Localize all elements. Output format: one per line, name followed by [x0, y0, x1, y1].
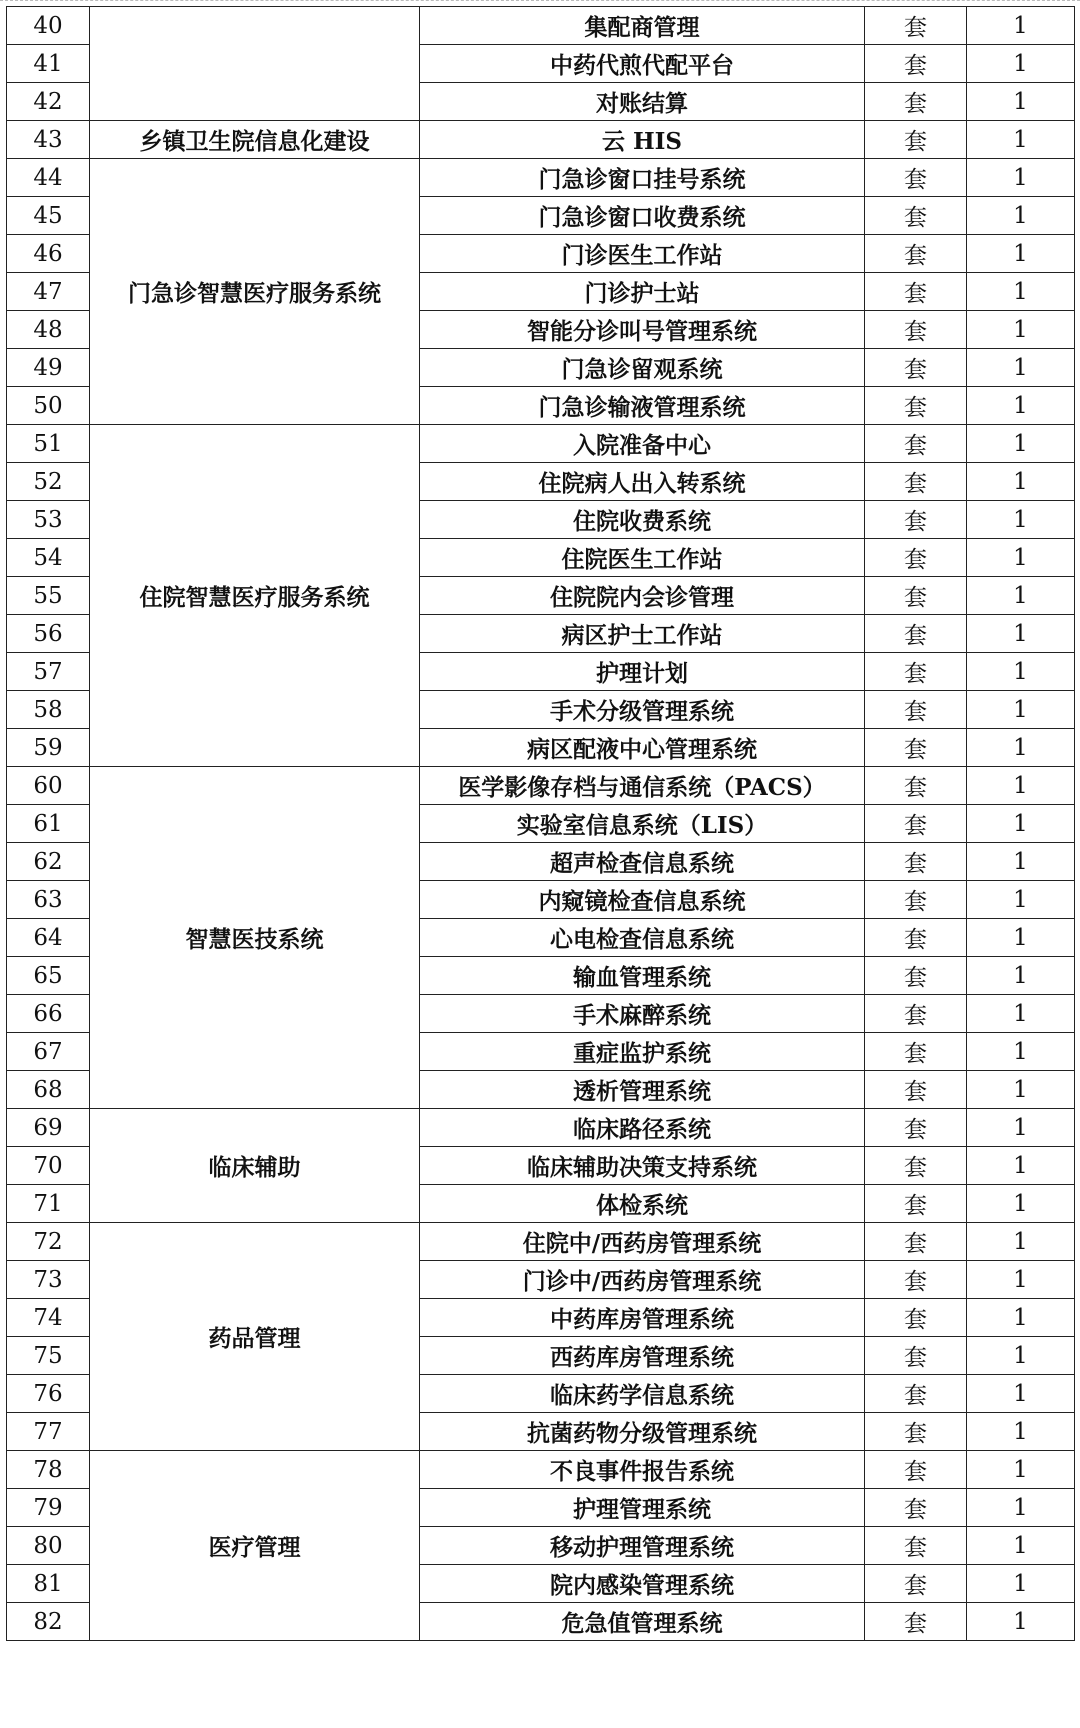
row-number: 79 — [7, 1489, 90, 1527]
table-row — [7, 425, 1075, 463]
quantity-cell: 1 — [967, 805, 1075, 843]
row-number: 41 — [7, 45, 90, 83]
unit-cell: 套 — [865, 615, 967, 653]
item-name-cell: 病区护士工作站 — [420, 615, 865, 653]
unit-cell: 套 — [865, 197, 967, 235]
quantity-cell: 1 — [967, 615, 1075, 653]
quantity-cell: 1 — [967, 159, 1075, 197]
quantity-cell: 1 — [967, 729, 1075, 767]
quantity-cell: 1 — [967, 1071, 1075, 1109]
quantity-cell: 1 — [967, 1527, 1075, 1565]
row-number: 52 — [7, 463, 90, 501]
item-name-cell: 心电检查信息系统 — [420, 919, 865, 957]
item-name-cell: 住院病人出入转系统 — [420, 463, 865, 501]
quantity-cell: 1 — [967, 197, 1075, 235]
quantity-cell: 1 — [967, 1223, 1075, 1261]
row-number: 78 — [7, 1451, 90, 1489]
item-name-cell: 手术麻醉系统 — [420, 995, 865, 1033]
item-name-cell: 危急值管理系统 — [420, 1603, 865, 1641]
unit-cell: 套 — [865, 1527, 967, 1565]
unit-cell: 套 — [865, 1185, 967, 1223]
group-cell-continued — [90, 7, 420, 121]
item-name-cell: 集配商管理 — [420, 7, 865, 45]
unit-cell: 套 — [865, 311, 967, 349]
group-name-cell: 智慧医技系统 — [90, 767, 420, 1109]
unit-cell: 套 — [865, 121, 967, 159]
item-name-cell: 住院医生工作站 — [420, 539, 865, 577]
row-number: 76 — [7, 1375, 90, 1413]
row-number: 40 — [7, 7, 90, 45]
unit-cell: 套 — [865, 919, 967, 957]
item-name-cell: 护理管理系统 — [420, 1489, 865, 1527]
system-list-table — [6, 6, 1075, 1641]
quantity-cell: 1 — [967, 1109, 1075, 1147]
quantity-cell: 1 — [967, 121, 1075, 159]
item-name-cell: 医学影像存档与通信系统（PACS） — [420, 767, 865, 805]
group-name-cell: 乡镇卫生院信息化建设 — [90, 121, 420, 159]
row-number: 82 — [7, 1603, 90, 1641]
row-number: 74 — [7, 1299, 90, 1337]
item-name-cell: 抗菌药物分级管理系统 — [420, 1413, 865, 1451]
row-number: 61 — [7, 805, 90, 843]
item-name-cell: 手术分级管理系统 — [420, 691, 865, 729]
item-name-cell: 院内感染管理系统 — [420, 1565, 865, 1603]
unit-cell: 套 — [865, 1489, 967, 1527]
table-body — [7, 7, 1075, 1641]
unit-cell: 套 — [865, 1261, 967, 1299]
quantity-cell: 1 — [967, 919, 1075, 957]
row-number: 54 — [7, 539, 90, 577]
quantity-cell: 1 — [967, 1185, 1075, 1223]
unit-cell: 套 — [865, 7, 967, 45]
row-number: 77 — [7, 1413, 90, 1451]
row-number: 48 — [7, 311, 90, 349]
unit-cell: 套 — [865, 767, 967, 805]
item-name-cell: 内窥镜检查信息系统 — [420, 881, 865, 919]
unit-cell: 套 — [865, 235, 967, 273]
unit-cell: 套 — [865, 1223, 967, 1261]
row-number: 45 — [7, 197, 90, 235]
item-name-cell: 中药库房管理系统 — [420, 1299, 865, 1337]
item-name-cell: 智能分诊叫号管理系统 — [420, 311, 865, 349]
row-number: 72 — [7, 1223, 90, 1261]
quantity-cell: 1 — [967, 881, 1075, 919]
item-name-cell: 住院中/西药房管理系统 — [420, 1223, 865, 1261]
item-name-cell: 重症监护系统 — [420, 1033, 865, 1071]
quantity-cell: 1 — [967, 1565, 1075, 1603]
quantity-cell: 1 — [967, 1603, 1075, 1641]
unit-cell: 套 — [865, 1299, 967, 1337]
row-number: 47 — [7, 273, 90, 311]
quantity-cell: 1 — [967, 83, 1075, 121]
item-name-cell: 入院准备中心 — [420, 425, 865, 463]
quantity-cell: 1 — [967, 235, 1075, 273]
row-number: 43 — [7, 121, 90, 159]
procurement-list-sheet — [6, 6, 1074, 1641]
row-number: 57 — [7, 653, 90, 691]
item-name-cell: 门诊中/西药房管理系统 — [420, 1261, 865, 1299]
row-number: 68 — [7, 1071, 90, 1109]
unit-cell: 套 — [865, 1033, 967, 1071]
group-name-cell: 医疗管理 — [90, 1451, 420, 1641]
quantity-cell: 1 — [967, 1413, 1075, 1451]
unit-cell: 套 — [865, 1565, 967, 1603]
unit-cell: 套 — [865, 159, 967, 197]
row-number: 67 — [7, 1033, 90, 1071]
unit-cell: 套 — [865, 843, 967, 881]
row-number: 70 — [7, 1147, 90, 1185]
row-number: 69 — [7, 1109, 90, 1147]
item-name-cell: 移动护理管理系统 — [420, 1527, 865, 1565]
row-number: 55 — [7, 577, 90, 615]
quantity-cell: 1 — [967, 1375, 1075, 1413]
group-name-cell: 临床辅助 — [90, 1109, 420, 1223]
unit-cell: 套 — [865, 539, 967, 577]
item-name-cell: 门诊医生工作站 — [420, 235, 865, 273]
unit-cell: 套 — [865, 729, 967, 767]
quantity-cell: 1 — [967, 1299, 1075, 1337]
item-name-cell: 门急诊窗口挂号系统 — [420, 159, 865, 197]
quantity-cell: 1 — [967, 425, 1075, 463]
item-name-cell: 体检系统 — [420, 1185, 865, 1223]
row-number: 73 — [7, 1261, 90, 1299]
quantity-cell: 1 — [967, 273, 1075, 311]
quantity-cell: 1 — [967, 577, 1075, 615]
table-row — [7, 1223, 1075, 1261]
item-name-cell: 门诊护士站 — [420, 273, 865, 311]
unit-cell: 套 — [865, 995, 967, 1033]
table-row — [7, 159, 1075, 197]
item-name-cell: 护理计划 — [420, 653, 865, 691]
unit-cell: 套 — [865, 83, 967, 121]
quantity-cell: 1 — [967, 653, 1075, 691]
quantity-cell: 1 — [967, 767, 1075, 805]
row-number: 44 — [7, 159, 90, 197]
quantity-cell: 1 — [967, 7, 1075, 45]
row-number: 63 — [7, 881, 90, 919]
row-number: 53 — [7, 501, 90, 539]
quantity-cell: 1 — [967, 1451, 1075, 1489]
quantity-cell: 1 — [967, 843, 1075, 881]
item-name-cell: 病区配液中心管理系统 — [420, 729, 865, 767]
page-top-edge — [0, 0, 1080, 1]
unit-cell: 套 — [865, 805, 967, 843]
unit-cell: 套 — [865, 273, 967, 311]
item-name-cell: 西药库房管理系统 — [420, 1337, 865, 1375]
table-row — [7, 7, 1075, 45]
item-name-cell: 临床药学信息系统 — [420, 1375, 865, 1413]
quantity-cell: 1 — [967, 1489, 1075, 1527]
row-number: 60 — [7, 767, 90, 805]
row-number: 65 — [7, 957, 90, 995]
quantity-cell: 1 — [967, 1261, 1075, 1299]
row-number: 42 — [7, 83, 90, 121]
item-name-cell: 不良事件报告系统 — [420, 1451, 865, 1489]
unit-cell: 套 — [865, 653, 967, 691]
row-number: 71 — [7, 1185, 90, 1223]
row-number: 64 — [7, 919, 90, 957]
quantity-cell: 1 — [967, 1337, 1075, 1375]
item-name-cell: 输血管理系统 — [420, 957, 865, 995]
quantity-cell: 1 — [967, 957, 1075, 995]
row-number: 66 — [7, 995, 90, 1033]
unit-cell: 套 — [865, 691, 967, 729]
quantity-cell: 1 — [967, 349, 1075, 387]
unit-cell: 套 — [865, 1451, 967, 1489]
row-number: 50 — [7, 387, 90, 425]
unit-cell: 套 — [865, 1071, 967, 1109]
row-number: 49 — [7, 349, 90, 387]
group-name-cell: 住院智慧医疗服务系统 — [90, 425, 420, 767]
quantity-cell: 1 — [967, 463, 1075, 501]
unit-cell: 套 — [865, 387, 967, 425]
group-name-cell: 药品管理 — [90, 1223, 420, 1451]
item-name-cell: 临床路径系统 — [420, 1109, 865, 1147]
unit-cell: 套 — [865, 45, 967, 83]
table-row — [7, 121, 1075, 159]
item-name-cell: 实验室信息系统（LIS） — [420, 805, 865, 843]
quantity-cell: 1 — [967, 501, 1075, 539]
item-name-cell: 住院院内会诊管理 — [420, 577, 865, 615]
quantity-cell: 1 — [967, 387, 1075, 425]
unit-cell: 套 — [865, 1147, 967, 1185]
unit-cell: 套 — [865, 349, 967, 387]
item-name-cell: 门急诊输液管理系统 — [420, 387, 865, 425]
quantity-cell: 1 — [967, 311, 1075, 349]
table-row — [7, 767, 1075, 805]
unit-cell: 套 — [865, 1337, 967, 1375]
row-number: 81 — [7, 1565, 90, 1603]
unit-cell: 套 — [865, 957, 967, 995]
item-name-cell: 门急诊窗口收费系统 — [420, 197, 865, 235]
quantity-cell: 1 — [967, 45, 1075, 83]
table-row — [7, 1451, 1075, 1489]
group-name-cell: 门急诊智慧医疗服务系统 — [90, 159, 420, 425]
quantity-cell: 1 — [967, 1147, 1075, 1185]
row-number: 56 — [7, 615, 90, 653]
quantity-cell: 1 — [967, 995, 1075, 1033]
item-name-cell: 中药代煎代配平台 — [420, 45, 865, 83]
unit-cell: 套 — [865, 501, 967, 539]
table-row — [7, 1109, 1075, 1147]
item-name-cell: 门急诊留观系统 — [420, 349, 865, 387]
unit-cell: 套 — [865, 881, 967, 919]
item-name-cell: 临床辅助决策支持系统 — [420, 1147, 865, 1185]
unit-cell: 套 — [865, 1413, 967, 1451]
unit-cell: 套 — [865, 1603, 967, 1641]
unit-cell: 套 — [865, 425, 967, 463]
quantity-cell: 1 — [967, 691, 1075, 729]
item-name-cell: 云 HIS — [420, 121, 865, 159]
row-number: 59 — [7, 729, 90, 767]
row-number: 46 — [7, 235, 90, 273]
row-number: 62 — [7, 843, 90, 881]
quantity-cell: 1 — [967, 539, 1075, 577]
unit-cell: 套 — [865, 1109, 967, 1147]
item-name-cell: 对账结算 — [420, 83, 865, 121]
quantity-cell: 1 — [967, 1033, 1075, 1071]
item-name-cell: 超声检查信息系统 — [420, 843, 865, 881]
row-number: 51 — [7, 425, 90, 463]
row-number: 80 — [7, 1527, 90, 1565]
row-number: 75 — [7, 1337, 90, 1375]
item-name-cell: 透析管理系统 — [420, 1071, 865, 1109]
unit-cell: 套 — [865, 577, 967, 615]
unit-cell: 套 — [865, 1375, 967, 1413]
item-name-cell: 住院收费系统 — [420, 501, 865, 539]
unit-cell: 套 — [865, 463, 967, 501]
row-number: 58 — [7, 691, 90, 729]
